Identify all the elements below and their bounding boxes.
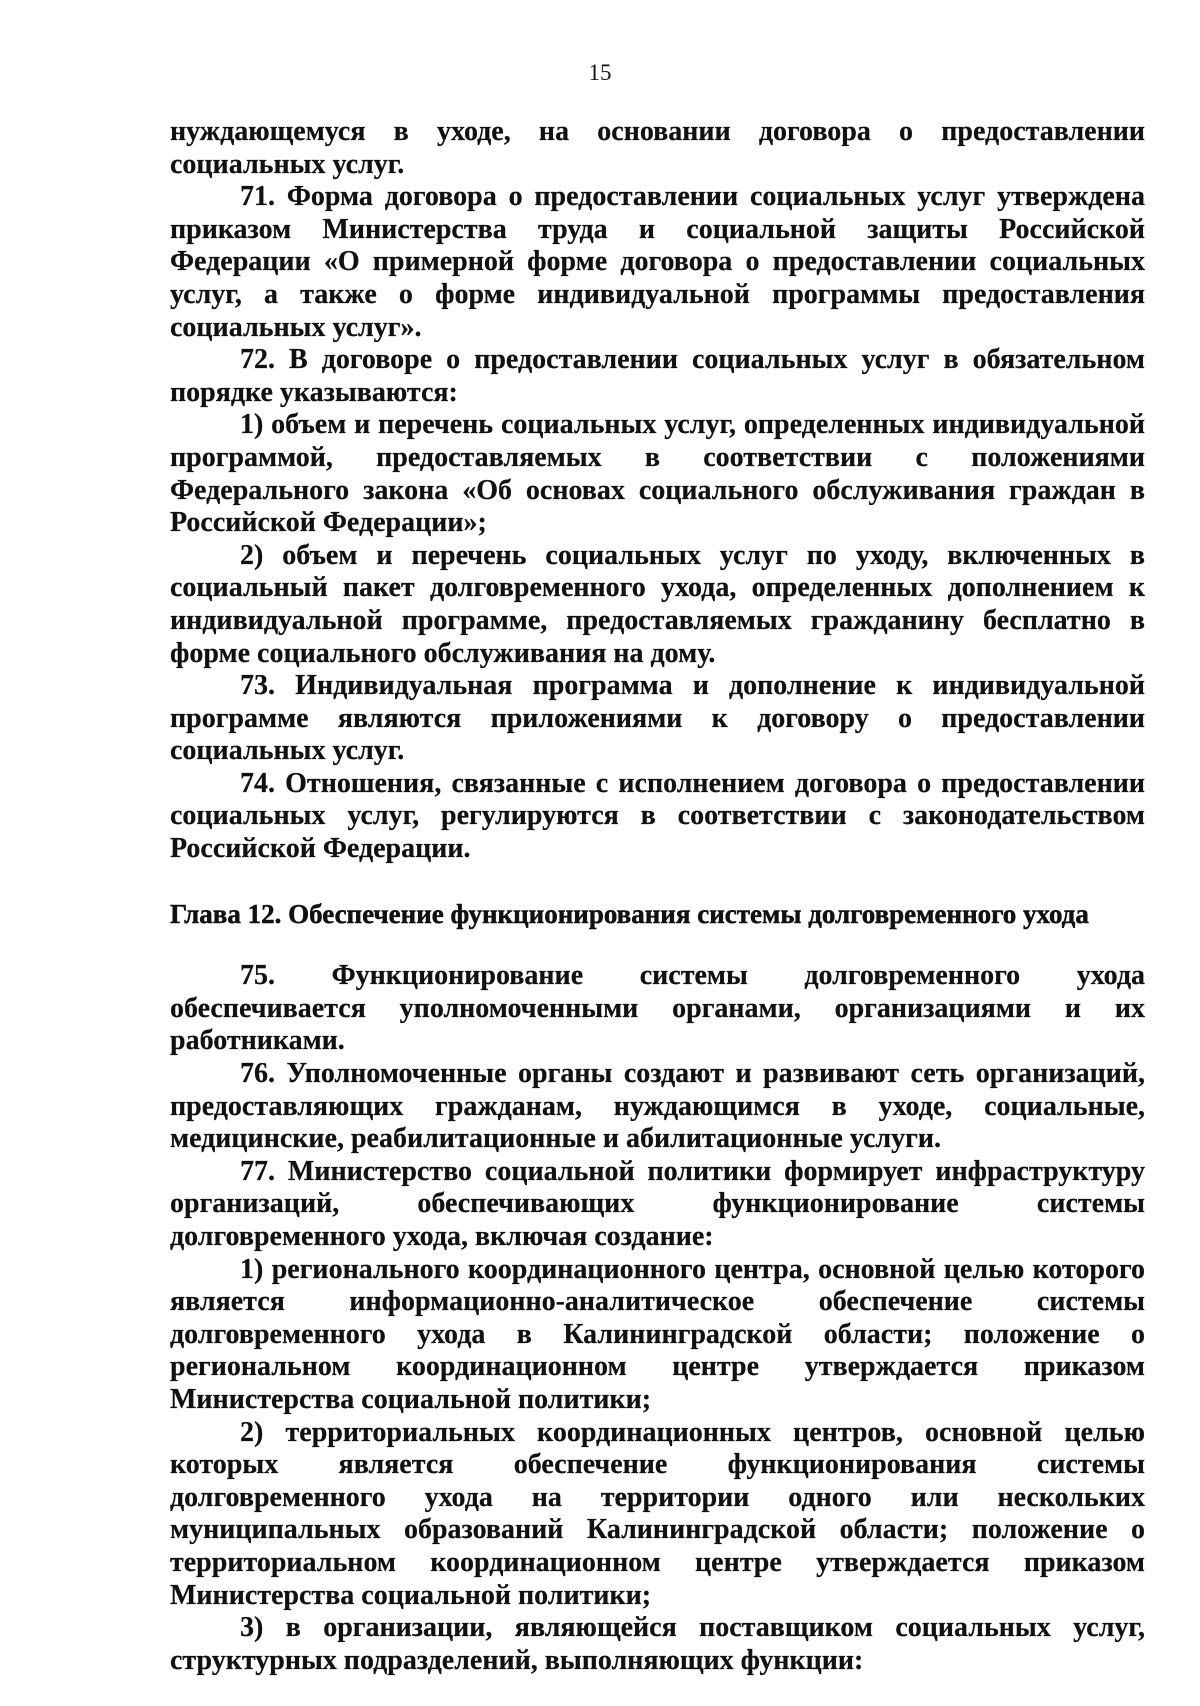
paragraph-72: 72. В договоре о предоставлении социальных услуг в обязательном порядке указываются: [170,344,1145,408]
paragraph-77-item-3: 3) в организации, являющейся поставщиком социальных услуг, структурных подразделений, выполняющих функции: [170,1612,1145,1676]
paragraph-75: 75. Функционирование системы долговременного ухода обеспечивается уполномоченными органами, организациями и их работниками. [170,960,1145,1057]
document-body [170,116,1145,1677]
page-number: 15 [588,60,612,85]
paragraph-72-item-2: 2) объем и перечень социальных услуг по уходу, включенных в социальный пакет долговременного ухода, определенных дополнением к индивидуальной программе, предоставляемых гражданину бесплатно в форме социального обслуживания на дому. [170,539,1145,669]
paragraph-77: 77. Министерство социальной политики формирует инфраструктуру организаций, обеспечивающих функционирование системы долговременного ухода, включая создание: [170,1155,1145,1252]
chapter-heading: Глава 12. Обеспечение функционирования системы долговременного ухода [170,898,1089,929]
paragraph-72-item-1: 1) объем и перечень социальных услуг, определенных индивидуальной программой, предоставляемых в соответствии с положениями Федерального закона «Об основах социального обслуживания граждан в Российской Федерации»; [170,409,1145,539]
paragraph-76: 76. Уполномоченные органы создают и развивают сеть организаций, предоставляющих гражданам, нуждающимся в уходе, социальные, медицинские, реабилитационные и абилитационные услуги. [170,1058,1145,1155]
paragraph-74: 74. Отношения, связанные с исполнением договора о предоставлении социальных услуг, регулируются в соответствии с законодательством Российской Федерации. [170,767,1145,865]
paragraph-continuation: нуждающемуся в уходе, на основании договора о предоставлении социальных услуг. [170,116,1145,180]
paragraph-73: 73. Индивидуальная программа и дополнение к индивидуальной программе являются приложениями к договору о предоставлении социальных услуг. [170,670,1145,767]
paragraph-77-item-1: 1) регионального координационного центра, основной целью которого является информационно-аналитическое обеспечение системы долговременного ухода в Калининградской области; положение о региональном координационном центре утверждается приказом Министерства социальной политики; [170,1253,1145,1415]
paragraph-71: 71. Форма договора о предоставлении социальных услуг утверждена приказом Министерства труда и социальной защиты Российской Федерации «О примерной форме договора о предоставлении социальных услуг, а также о форме индивидуальной программы предоставления социальных услуг». [170,181,1145,343]
paragraph-77-item-2: 2) территориальных координационных центров, основной целью которых является обеспечение функционирования системы долговременного ухода на территории одного или нескольких муниципальных образований Калининградской области; положение о территориальном координационном центре утверждается приказом Министерства социальной политики; [170,1416,1145,1611]
